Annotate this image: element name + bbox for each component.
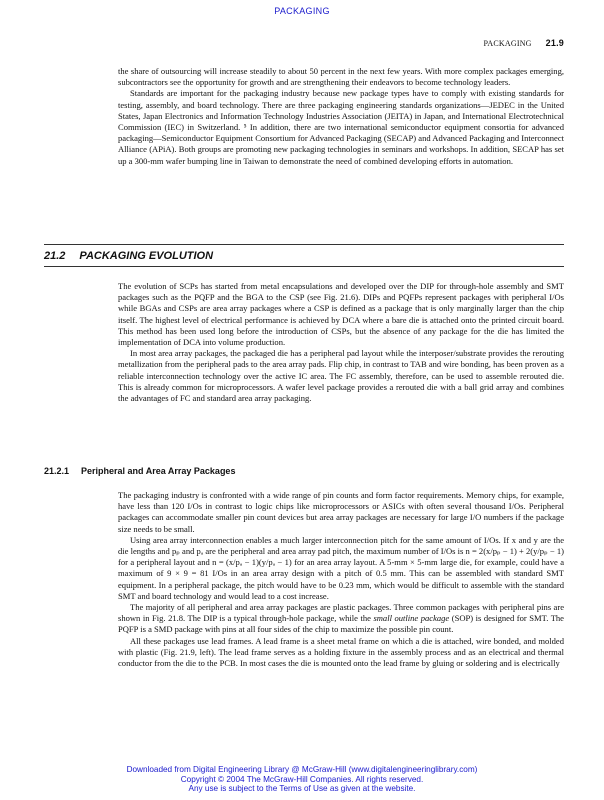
paragraph: the share of outsourcing will increase steadily to about 50 percent in the next few years. With more complex packages emerging, subcontractors see the opportunity for growth and are strengthening their endeavors to become technology leaders. <box>118 66 564 88</box>
italic-term: small outline package <box>373 613 450 624</box>
section-title: PACKAGING EVOLUTION <box>79 250 214 262</box>
intro-text <box>118 66 564 167</box>
page-number: 21.9 <box>545 38 564 48</box>
paragraph: Using area array interconnection enables a much larger interconnection pitch for the same amount of I/Os. If x and y are the die lengths and pₚ and pₐ are the peripheral and area array pad pitch, the maximum number of I/Os is n = 2(x/pₚ − 1) + 2(y/pₚ − 1) for a peripheral layout and n = (x/pₐ − 1)(y/pₐ − 1) for an area array layout. A 5-mm × 5-mm large die, for example, could have a maximum of 9 × 9 = 81 I/Os in an area array design with a pitch of 0.5 mm. This can be assembled with standard SMT equipment. In a peripheral package, the pitch would have to be 0.23 mm, which would be difficult to assemble with the standard SMT and board technology and would lead to a cost increase. <box>118 534 564 601</box>
paragraph-part: The majority of all peripheral and area array packages are plastic packages. Three common packages with peripheral pins are shown in Fig. 21.8. The DIP is a typical through-hole package, while the <box>118 602 564 624</box>
running-head <box>483 38 564 48</box>
section-rule-bottom <box>44 266 564 267</box>
footer-download-link[interactable]: Downloaded from Digital Engineering Library @ McGraw-Hill (www.digitalengineeringlibrary.com) <box>126 765 478 774</box>
section-21-2-text <box>118 281 564 404</box>
section-21-2-1-text <box>118 490 564 669</box>
section-rule-top <box>44 244 564 245</box>
footer-copyright: Copyright © 2004 The McGraw-Hill Companies. All rights reserved. <box>180 774 424 784</box>
footer-terms-link[interactable]: Any use is subject to the Terms of Use as given at the website. <box>188 784 416 794</box>
page-banner: PACKAGING <box>274 6 330 16</box>
section-number: 21.2 <box>44 250 66 262</box>
paragraph: In most area array packages, the packaged die has a peripheral pad layout while the interposer/substrate provides the rerouting metallization from the peripheral pads to the area array pads. Flip chip, in contrast to TAB and wire bonding, has been proven as a reliable interconnection technology over the active IC area. The FC assembly, therefore, can be used to assemble rerouted die. This is already common for microprocessors. A wafer level package provides a rerouted die with a ball grid array and combines the advantages of FC and standard area array packaging. <box>118 348 564 404</box>
running-head-section: PACKAGING <box>483 39 532 48</box>
paragraph: Standards are important for the packaging industry because new package types have to comply with existing standards for testing, assembly, and board technology. There are three packaging engineering standards organizations—JEDEC in the United States, Japan Electronics and Information Technology Industries Association (JEITA) in Japan, and International Electrotechnical Commission (IEC) in Switzerland. ⁵ In addition, there are two international semiconductor equipment consortia for advanced packaging—Semiconductor Equipment Consortium for Advanced Packaging (SECAP) and Advanced Packaging and Interconnect Alliance (APiA). Both groups are promoting new packaging technologies in seminars and workshops. In addition, SECAP has set up a 300-mm wafer bumping line in Taiwan to demonstrate the need of combined developing efforts in automation. <box>118 88 564 166</box>
download-footer <box>0 765 604 794</box>
paragraph: The evolution of SCPs has started from metal encapsulations and developed over the DIP for through-hole assembly and SMT packages such as the PQFP and the BGA to the CSP (see Fig. 21.6). DIPs and PQFPs represent packages with peripheral I/Os while BGAs and CSPs are area array packages where a CSP is defined as a package that is only marginally larger than the chip itself. The highest level of electrical performance is achieved by DCA where a bare die is attached onto the printed circuit board. This method has been used long before the introduction of CSPs, but the absence of any package for the die has limited the implementation of DCA into volume production. <box>118 281 564 348</box>
paragraph: All these packages use lead frames. A lead frame is a sheet metal frame on which a die is attached, wire bonded, and molded with plastic (Fig. 21.9, left). The lead frame serves as a holding fixture in the assembly process and as an electrical and thermal conductor from the die to the PCB. In most cases the die is mounted onto the lead frame by gluing or soldering and is electrically <box>118 635 564 669</box>
subsection-title: Peripheral and Area Array Packages <box>81 466 236 476</box>
paragraph: The packaging industry is confronted with a wide range of pin counts and form factor requirements. Memory chips, for example, have less than 120 I/Os in contrast to logic chips like microprocessors or ASICs with often several thousand I/Os. Peripheral packages can accommodate smaller pin count devices but area array packages are necessary for large I/O numbers if the package size needs to be small. <box>118 490 564 534</box>
subsection-heading <box>44 466 235 476</box>
paragraph <box>118 602 564 636</box>
section-heading <box>44 250 564 262</box>
subsection-number: 21.2.1 <box>44 466 70 476</box>
paragraph-part: (SOP) is designed for SMT. The PQFP is a SMD package with pins at all four sides of the chip to maximize the possible pin count. <box>118 613 564 635</box>
